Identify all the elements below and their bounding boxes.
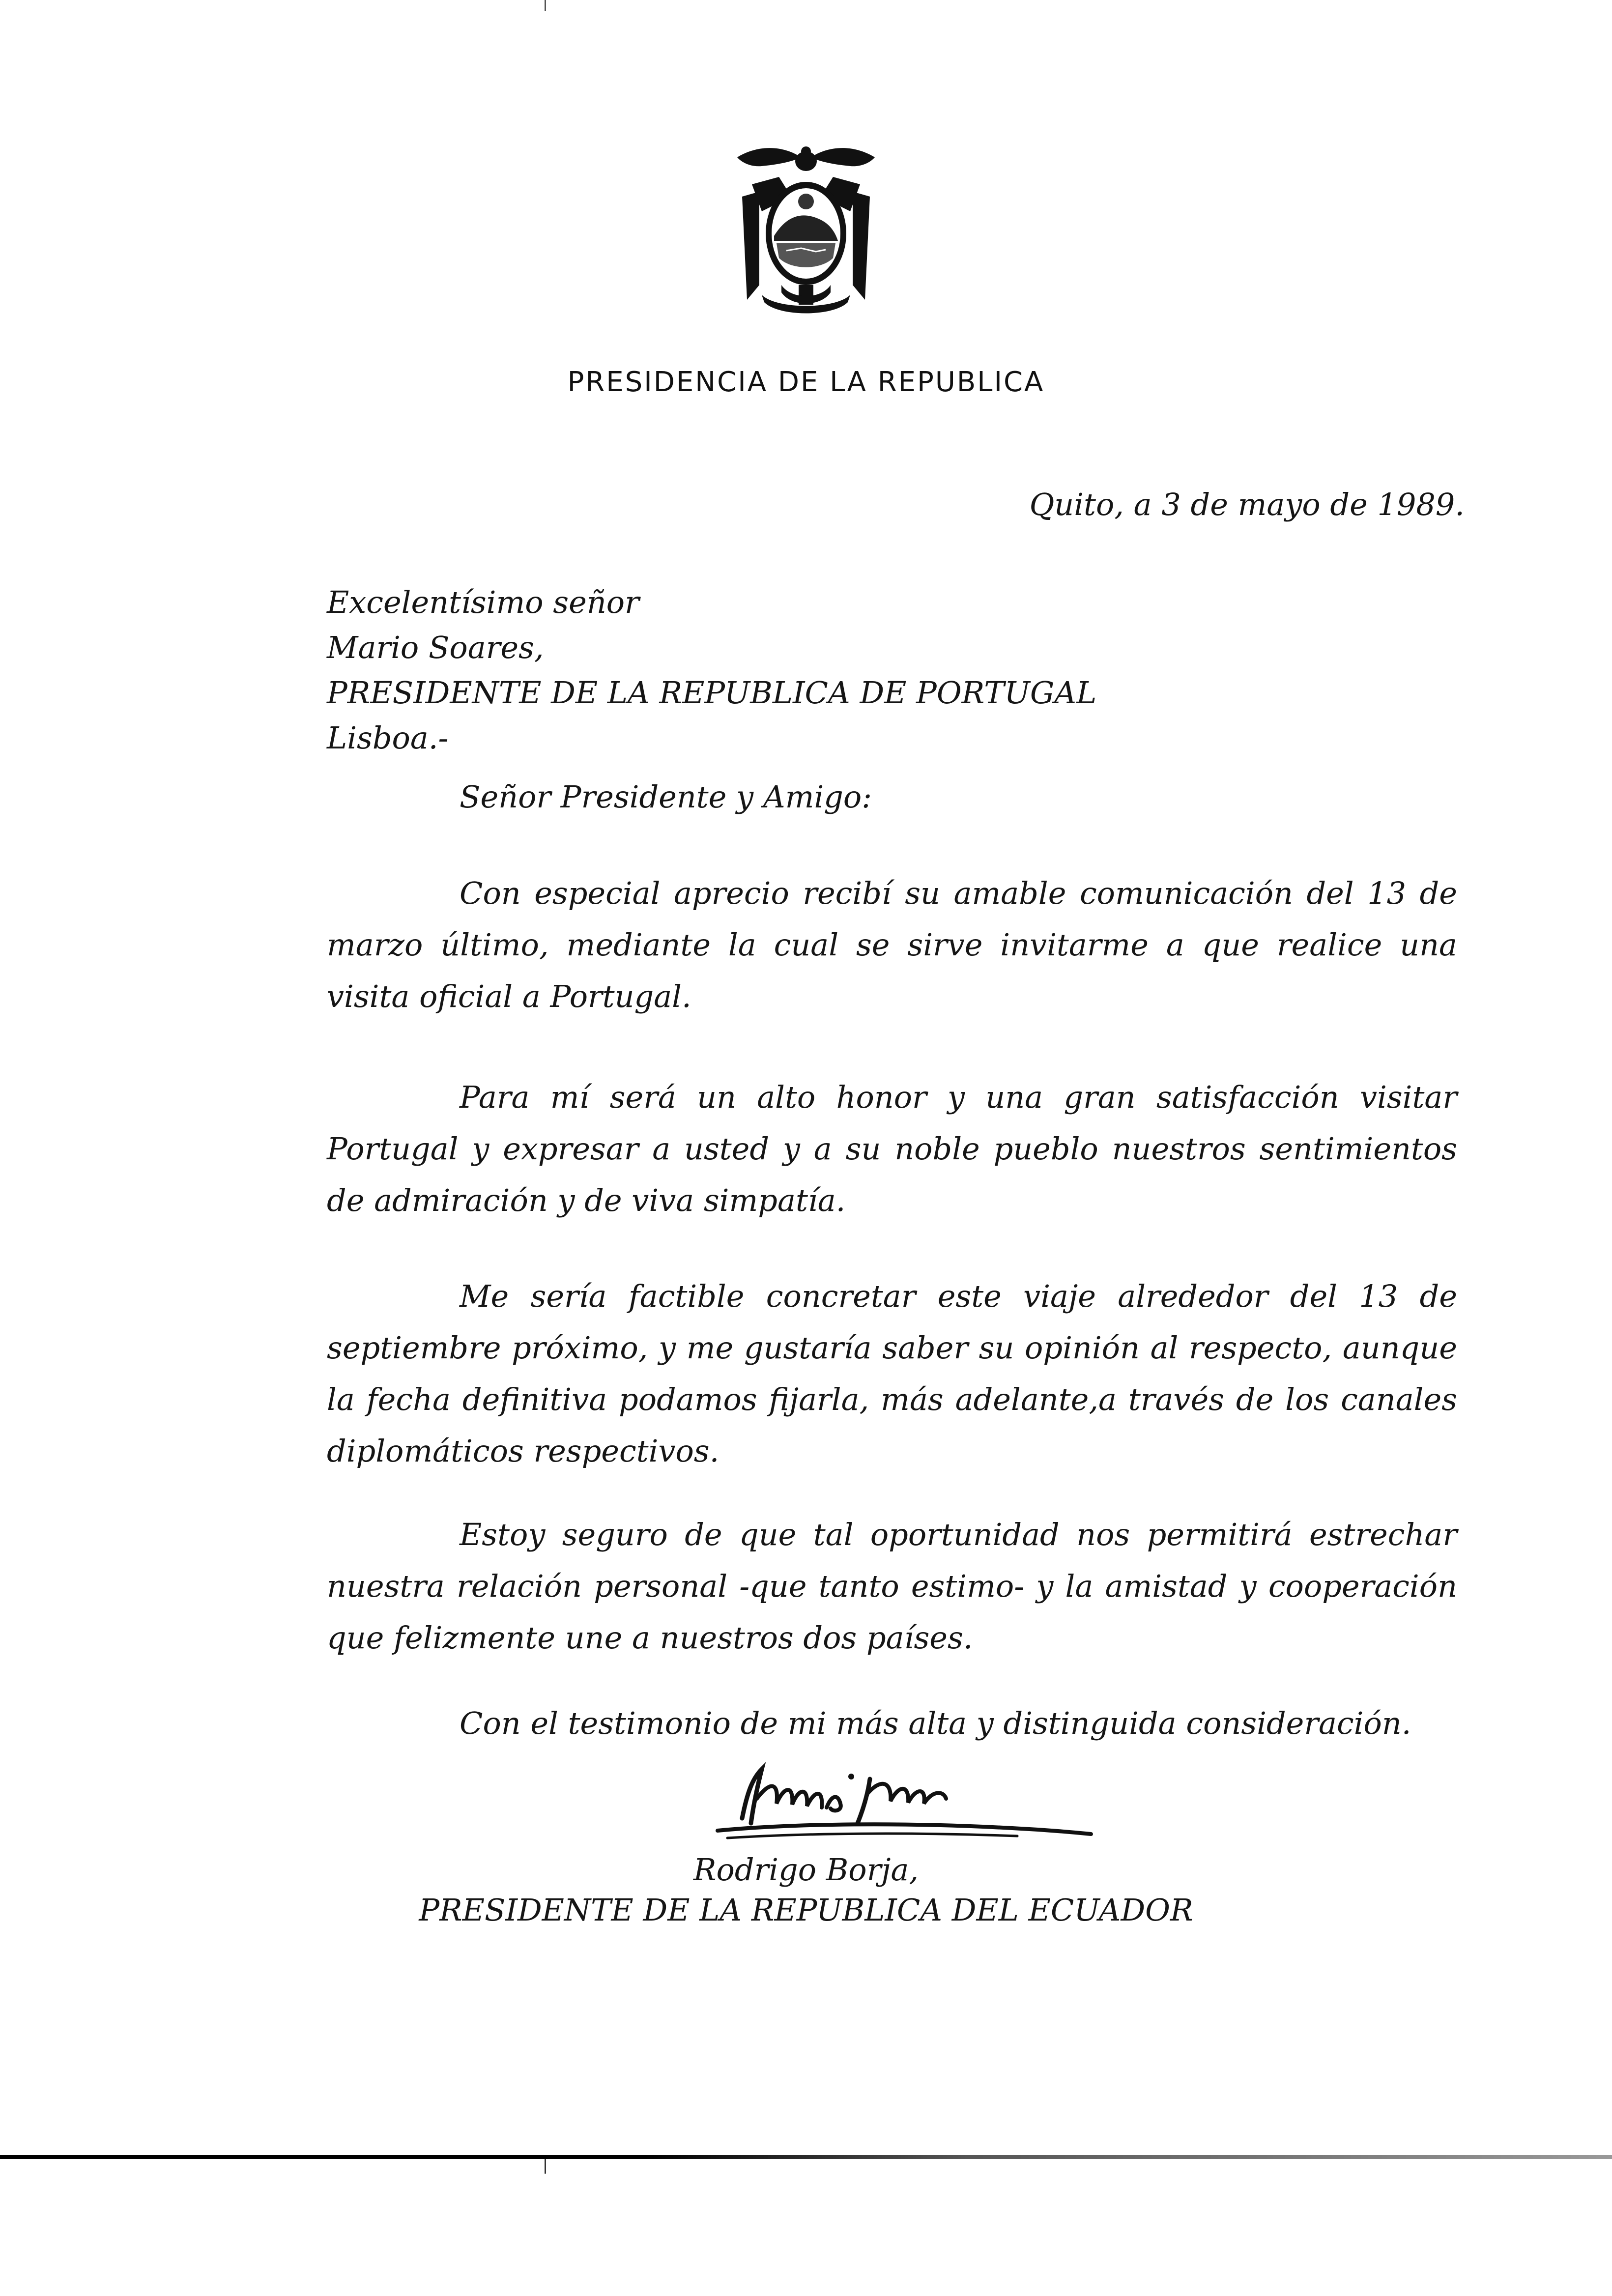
body-paragraph: Para mí será un alto honor y una gran satisfacción visitar Portugal y expresar a usted y a su noble pueblo nuestros sentimientos de admiración y de viva simpatía. xyxy=(327,1079,1457,1218)
scan-bottom-rule xyxy=(0,2155,1612,2159)
presidency-heading: PRESIDENCIA DE LA REPUBLICA xyxy=(567,366,1045,398)
addressee-title: PRESIDENTE DE LA REPUBLICA DE PORTUGAL xyxy=(327,675,1097,711)
body-paragraph: Me sería factible concretar este viaje alrededor del 13 de septiembre próximo, y me gustaría saber su opinión al respecto, aunque la fecha definitiva podamos fijarla, más adelante,a través de los canales diplomáticos respectivos. xyxy=(327,1278,1457,1469)
salutation: Señor Presidente y Amigo: xyxy=(460,779,872,815)
addressee-city: Lisboa.- xyxy=(327,720,449,756)
scan-edge-mark-bottom xyxy=(545,2159,546,2174)
handwritten-signature-icon xyxy=(698,1750,1101,1843)
body-paragraph: Con especial aprecio recibí su amable comunicación del 13 de marzo último, mediante la cual se sirve invitarme a que realice una visita oficial a Portugal. xyxy=(327,875,1457,1014)
body-paragraph: Estoy seguro de que tal oportunidad nos permitirá estrechar nuestra relación personal -que tanto estimo- y la amistad y cooperación que felizmente une a nuestros dos países. xyxy=(327,1517,1457,1656)
addressee-honorific: Excelentísimo señor xyxy=(327,584,639,620)
signer-title: PRESIDENTE DE LA REPUBLICA DEL ECUADOR xyxy=(419,1892,1193,1928)
ecuador-coat-of-arms-icon xyxy=(732,138,880,324)
addressee-name: Mario Soares, xyxy=(327,630,544,665)
addressee-block xyxy=(327,580,1096,761)
closing-line: Con el testimonio de mi más alta y distinguida consideración. xyxy=(460,1705,1411,1741)
signer-name: Rodrigo Borja, xyxy=(693,1852,919,1888)
scan-edge-mark-top xyxy=(545,0,546,11)
letter-date: Quito, a 3 de mayo de 1989. xyxy=(1029,487,1465,522)
